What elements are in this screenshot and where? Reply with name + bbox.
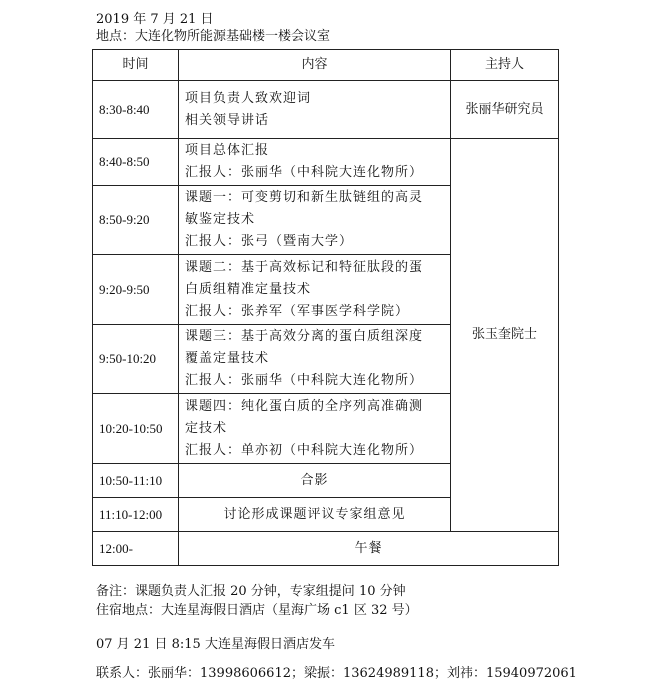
content-line: 汇报人：张弓（暨南大学） bbox=[185, 234, 354, 249]
table-row bbox=[93, 139, 559, 186]
row-time: 8:30-8:40 bbox=[93, 81, 179, 139]
header-content: 内容 bbox=[179, 50, 451, 81]
content-line: 定技术 bbox=[185, 420, 228, 436]
departure-line: 07 月 21 日 8:15 大连星海假日酒店发车 bbox=[96, 637, 335, 652]
content-line: 课题一：可变剪切和新生肽链组的高灵 bbox=[185, 190, 424, 205]
content-line: 汇报人：单亦初（中科院大连化物所） bbox=[185, 442, 424, 458]
schedule-table bbox=[92, 49, 559, 566]
content-line: 白质组精准定量技术 bbox=[185, 281, 312, 297]
content-line: 项目总体汇报 bbox=[185, 143, 270, 158]
row-content bbox=[179, 139, 451, 186]
row-content bbox=[179, 81, 451, 139]
row-time: 8:50-9:20 bbox=[93, 186, 179, 255]
content-line: 汇报人：张丽华（中科院大连化物所） bbox=[185, 373, 424, 388]
contacts-line: 联系人：张丽华：13998606612；梁振：13624989118；刘祎：15940972061 bbox=[96, 666, 577, 681]
row-time: 10:20-10:50 bbox=[93, 394, 179, 464]
content-line: 相关领导讲话 bbox=[185, 112, 270, 128]
content-line: 覆盖定量技术 bbox=[185, 351, 270, 366]
content-line: 课题四：纯化蛋白质的全序列高准确测 bbox=[185, 398, 424, 414]
row-time: 11:10-12:00 bbox=[93, 498, 179, 532]
content-line: 项目负责人致欢迎词 bbox=[185, 90, 312, 106]
table-header-row bbox=[93, 50, 559, 81]
content-line: 敏鉴定技术 bbox=[185, 212, 256, 227]
host-cell: 张丽华研究员 bbox=[451, 81, 559, 139]
remark-line: 备注：课题负责人汇报 20 分钟，专家组提问 10 分钟 bbox=[96, 584, 406, 599]
row-content bbox=[179, 186, 451, 255]
row-time: 8:40-8:50 bbox=[93, 139, 179, 186]
table-row bbox=[93, 81, 559, 139]
date-line: 2019 年 7 月 21 日 bbox=[96, 12, 214, 27]
row-time: 12:00- bbox=[93, 532, 179, 566]
row-time: 10:50-11:10 bbox=[93, 464, 179, 498]
row-time: 9:20-9:50 bbox=[93, 255, 179, 325]
row-content bbox=[179, 394, 451, 464]
content-line: 汇报人：张丽华（中科院大连化物所） bbox=[185, 165, 424, 180]
row-content: 合影 bbox=[179, 464, 451, 498]
row-time: 9:50-10:20 bbox=[93, 325, 179, 394]
row-content: 讨论形成课题评议专家组意见 bbox=[179, 498, 451, 532]
venue-line: 地点：大连化物所能源基础楼一楼会议室 bbox=[96, 29, 331, 44]
header-time: 时间 bbox=[93, 50, 179, 81]
row-content bbox=[179, 325, 451, 394]
content-line: 汇报人：张养军（军事医学科学院） bbox=[185, 303, 410, 319]
header-host: 主持人 bbox=[451, 50, 559, 81]
row-content: 午餐 bbox=[179, 532, 559, 566]
lodging-line: 住宿地点：大连星海假日酒店（星海广场 c1 区 32 号） bbox=[96, 603, 418, 618]
row-content bbox=[179, 255, 451, 325]
host-cell: 张玉奎院士 bbox=[451, 139, 559, 532]
content-line: 课题二：基于高效标记和特征肽段的蛋 bbox=[185, 259, 424, 275]
content-line: 课题三：基于高效分离的蛋白质组深度 bbox=[185, 329, 424, 344]
table-row bbox=[93, 532, 559, 566]
